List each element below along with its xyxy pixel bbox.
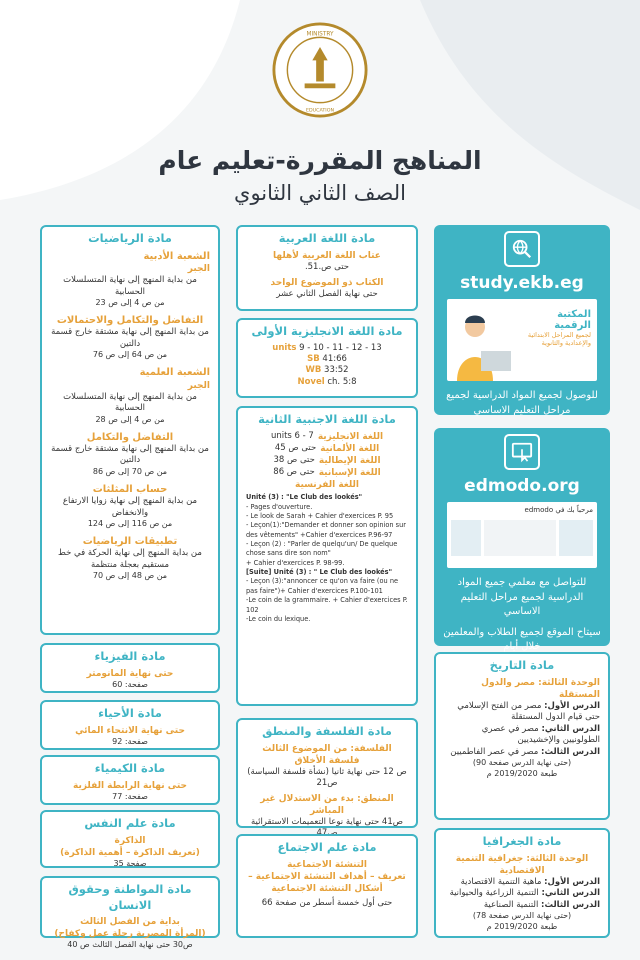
edmodo-card[interactable]: [434, 428, 610, 652]
french-line: - Leçon (2) : "Parler de quelqu'un/ De quelque chose sans dire son nom": [246, 540, 398, 558]
math-trig-name: حساب المثلثات: [92, 483, 168, 495]
english-novel-label: Novel: [297, 376, 325, 387]
math-lit-name: الشعبة الأدبية: [143, 250, 210, 262]
geography-l2: التنمية الزراعية والحيوانية: [449, 888, 539, 899]
math-app-pages: من ص 48 إلى ص 70: [92, 571, 168, 581]
philosophy-t2: ص41 حتى نهاية نوعا التعميمات الاستقرائية: [250, 817, 404, 828]
french-line: - Leçon (3):"annoncer ce qu'on va faire (ou ne pas faire")+ Cahier d'exercices P.100-101: [246, 577, 399, 595]
edmodo-shot-title: مرحباً بك في edmodo: [524, 506, 593, 514]
physics-card: [40, 643, 220, 693]
history-unit: الوحدة الثالثة: مصر والدول المستقلة: [481, 677, 600, 700]
click-icon: [504, 434, 540, 470]
french-line: Unité (3) : "Le Club des lookés": [246, 493, 363, 502]
english-units: 9 - 10 - 11 - 12 - 13: [299, 342, 382, 353]
geography-edition: طبعة 2019/2020 م: [486, 922, 558, 931]
sociology-title: مادة علم الاجتماع: [277, 840, 377, 854]
geography-l2-label: الدرس الثاني:: [541, 888, 600, 899]
edmodo-site-screenshot: [447, 502, 597, 568]
french-line: + Cahier d'exercices P. 98-99.: [246, 558, 345, 567]
chemistry-card: [40, 755, 220, 805]
arabic-card: [236, 225, 418, 311]
math-sci-name: الشعبة العلمية: [139, 367, 210, 379]
geography-title: مادة الجغرافيا: [482, 834, 562, 848]
english-novel: ch. 5:8: [327, 376, 357, 387]
math-sci-pages: من ص 4 إلى ص 28: [95, 414, 165, 424]
arabic-t1: حتى ص.51.: [304, 261, 350, 272]
chemistry-page: صفحة: 77: [112, 791, 148, 801]
history-l3-label: الدرس الثالث:: [541, 746, 600, 757]
geography-l3-label: الدرس الثالث:: [541, 899, 600, 910]
french-list: [246, 493, 408, 624]
french-line: -Le coin de la grammaire. + Cahier d'exercices P. 102: [246, 596, 408, 614]
french-line: - Le look de Sarah + Cahier d'exercices P. 95: [246, 511, 394, 520]
edmodo-description: للتواصل مع معلمي جميع المواد الدراسية لجميع مراحل التعليم الاساسي: [457, 577, 587, 617]
philosophy-s1: الفلسفة: من الموضوع الثالث فلسفة الأخلاق: [262, 743, 392, 766]
svg-text:MINISTRY: MINISTRY: [306, 31, 334, 38]
history-edition: طبعة 2019/2020 م: [486, 768, 558, 778]
math-title: مادة الرياضيات: [88, 231, 172, 245]
physics-page: صفحة: 60: [112, 679, 148, 689]
history-l2-label: الدرس الثاني:: [541, 723, 600, 734]
history-card: [434, 652, 610, 820]
biology-card: [40, 700, 220, 750]
study-site-screenshot: [447, 299, 597, 381]
math-trig-pages: من ص 116 إلى ص 124: [87, 519, 173, 529]
second-lang-row: اللغة الإسبانية حتى ص 86: [273, 466, 381, 478]
math-lit-sub: الجبر: [187, 264, 210, 275]
second-lang-title: مادة اللغة الاجنبية الثانية: [258, 412, 396, 426]
math-card: [40, 225, 220, 635]
biology-title: مادة الأحياء: [98, 706, 162, 720]
english-title: مادة اللغة الانجليزية الأولى: [251, 324, 403, 338]
math-sci-sub: الجبر: [187, 380, 210, 391]
english-sb-label: SB: [307, 353, 320, 364]
biology-page: صفحة: 92: [112, 736, 148, 746]
english-wb: 33:52: [324, 365, 349, 376]
history-l1: مصر من الفتح الإسلامي حتى قيام الدول المستقلة: [457, 700, 600, 723]
math-lit-calc-name: التفاضل والتكامل والاحتمالات: [56, 314, 204, 326]
philosophy-s2: المنطق: بدء من الاستدلال غير المباشر: [260, 793, 394, 816]
page-header: [0, 22, 640, 205]
psychology-card: [40, 810, 220, 868]
geography-unit: الوحدة الثالثة: جغرافية التنمية الاقتصادية: [455, 853, 589, 876]
english-sb: 41:66: [322, 353, 347, 364]
second-lang-row: اللغة الإيطالية حتى ص 38: [273, 454, 381, 466]
english-card: [236, 318, 418, 398]
study-shot-title: المكتبة الرقمية: [554, 309, 591, 331]
edmodo-site-link[interactable]: edmodo.org: [464, 476, 580, 496]
math-trig-text: من بداية المنهج إلى نهاية زوايا الارتفاع والانخفاض: [62, 496, 198, 518]
history-title: مادة التاريخ: [489, 658, 555, 672]
sociology-t1: حتى أول خمسة أسطر من صفحة 66: [261, 897, 393, 908]
second-lang-row: اللغة الألمانية حتى ص 45: [274, 442, 380, 454]
globe-icon: [504, 231, 540, 267]
edmodo-note: سيتاح الموقع لجميع الطلاب والمعلمين خلال أيام: [443, 626, 601, 652]
french-label: اللغة الفرنسية: [294, 480, 360, 491]
french-line: - Pages d'ouverture.: [246, 502, 313, 511]
citizenship-card: [40, 876, 220, 950]
history-end: (حتى نهاية الدرس صفحة 90): [472, 758, 572, 768]
math-lit-calc-pages: من ص 64 إلى ص 76: [92, 350, 168, 360]
chemistry-text: حتى نهاية الرابطة الفلزية: [72, 780, 187, 791]
page-subtitle: الصف الثاني الثانوي: [234, 181, 406, 205]
second-language-card: [236, 406, 418, 706]
math-app-text: من بداية المنهج إلى نهاية الحركة في خط مستقيم بعجلة منتظمة: [58, 548, 202, 570]
arabic-s2: الكتاب ذو الموضوع الواحد: [270, 278, 384, 289]
citizenship-page: ص30 حتى نهاية الفصل الثالث ص 40: [67, 940, 193, 950]
math-sci-calc-text: من بداية المنهج إلى نهاية مشتقة خارج قسمة دالتين: [51, 444, 209, 466]
math-sci-calc-name: التفاضل والتكامل: [86, 431, 174, 443]
arabic-s1: عتاب اللغة العربية لأهلها: [273, 250, 381, 261]
citizenship-sec: بداية من الفصل الثالث: [80, 917, 180, 928]
math-sci-text: من بداية المنهج إلى نهاية المتسلسلات الحسابية: [63, 391, 197, 414]
physics-text: حتى نهاية المانومتر: [86, 668, 174, 679]
study-ekb-card[interactable]: [434, 225, 610, 415]
math-lit-calc-text: من بداية المنهج إلى نهاية مشتقة خارج قسمة دالتين: [51, 327, 209, 349]
sociology-s2: تعريف – أهداف التنشئة الاجتماعية – أشكال التنشئة الاجتماعية: [248, 871, 406, 894]
english-units-label: units: [272, 342, 297, 353]
psychology-page: صفحة 35: [113, 858, 147, 868]
geography-l1: ماهية التنمية الاقتصادية: [460, 876, 542, 887]
english-wb-label: WB: [305, 365, 322, 376]
arabic-t2: حتى نهاية الفصل الثاني عشر: [276, 289, 378, 300]
philosophy-title: مادة الفلسفة والمنطق: [262, 724, 392, 738]
svg-text:EDUCATION: EDUCATION: [305, 108, 335, 114]
geography-l1-label: الدرس الأول:: [544, 876, 600, 887]
history-l3: مصر في عصر الفاطميين: [450, 746, 539, 757]
second-lang-row: اللغة الانجليزية units 6 - 7: [270, 430, 384, 442]
history-l2: مصر في عصري الطولونيين والإخشيديين: [481, 723, 600, 746]
geography-card: [434, 828, 610, 938]
math-lit-text: من بداية المنهج إلى نهاية المتسلسلات الحسابية: [63, 275, 197, 297]
page-title: المناهج المقررة-تعليم عام: [158, 146, 482, 175]
math-lit-pages: من ص 4 إلى ص 23: [95, 298, 165, 308]
study-site-link[interactable]: study.ekb.eg: [460, 273, 584, 293]
ministry-seal-icon: [272, 22, 368, 118]
psychology-sec: الذاكرة: [114, 835, 146, 846]
physics-title: مادة الفيزياء: [94, 649, 166, 663]
arabic-title: مادة اللغة العربية: [278, 231, 376, 245]
study-description: للوصول لجميع المواد الدراسية لجميع مراحل التعليم الاساسي: [446, 390, 598, 416]
sociology-card: [236, 834, 418, 938]
citizenship-title: مادة المواطنة وحقوق الانسان: [68, 882, 192, 912]
chemistry-title: مادة الكيمياء: [94, 761, 166, 775]
geography-l3: التنمية الصناعية: [483, 899, 539, 910]
math-sci-calc-pages: من ص 70 إلى ص 86: [92, 466, 168, 476]
philosophy-logic-card: [236, 718, 418, 828]
geography-end: (حتى نهاية الدرس صفحة 78): [472, 911, 572, 921]
psychology-sub: (تعريف الذاكرة – أهمية الذاكرة): [60, 847, 200, 858]
math-app-name: تطبيقات الرياضيات: [82, 535, 178, 547]
study-shot-line: لجميع المراحل الابتدائية والإعدادية والثانوية: [527, 331, 591, 347]
biology-text: حتى نهاية الانتحاء المائي: [75, 725, 185, 736]
citizenship-sub: (المرأة المصرية رحلة عمل وكفاح): [54, 929, 206, 940]
history-l1-label: الدرس الأول:: [544, 700, 600, 711]
student-laptop-icon: [447, 299, 517, 381]
psychology-title: مادة علم النفس: [84, 816, 176, 830]
french-line: -Le coin du lexique.: [246, 614, 311, 623]
french-line: - Leçon(1):"Demander et donner son opinion sur des vêtements" +Cahier d'exercices P.96-97: [246, 521, 406, 539]
sociology-s1: التنشئة الاجتماعية: [287, 859, 367, 870]
philosophy-t1: ص 12 حتى نهاية ثانيا (نشأة فلسفة السياسة) ص21: [247, 766, 407, 789]
french-line: [Suite] Unité (3) : " Le Club des lookés": [246, 568, 393, 577]
